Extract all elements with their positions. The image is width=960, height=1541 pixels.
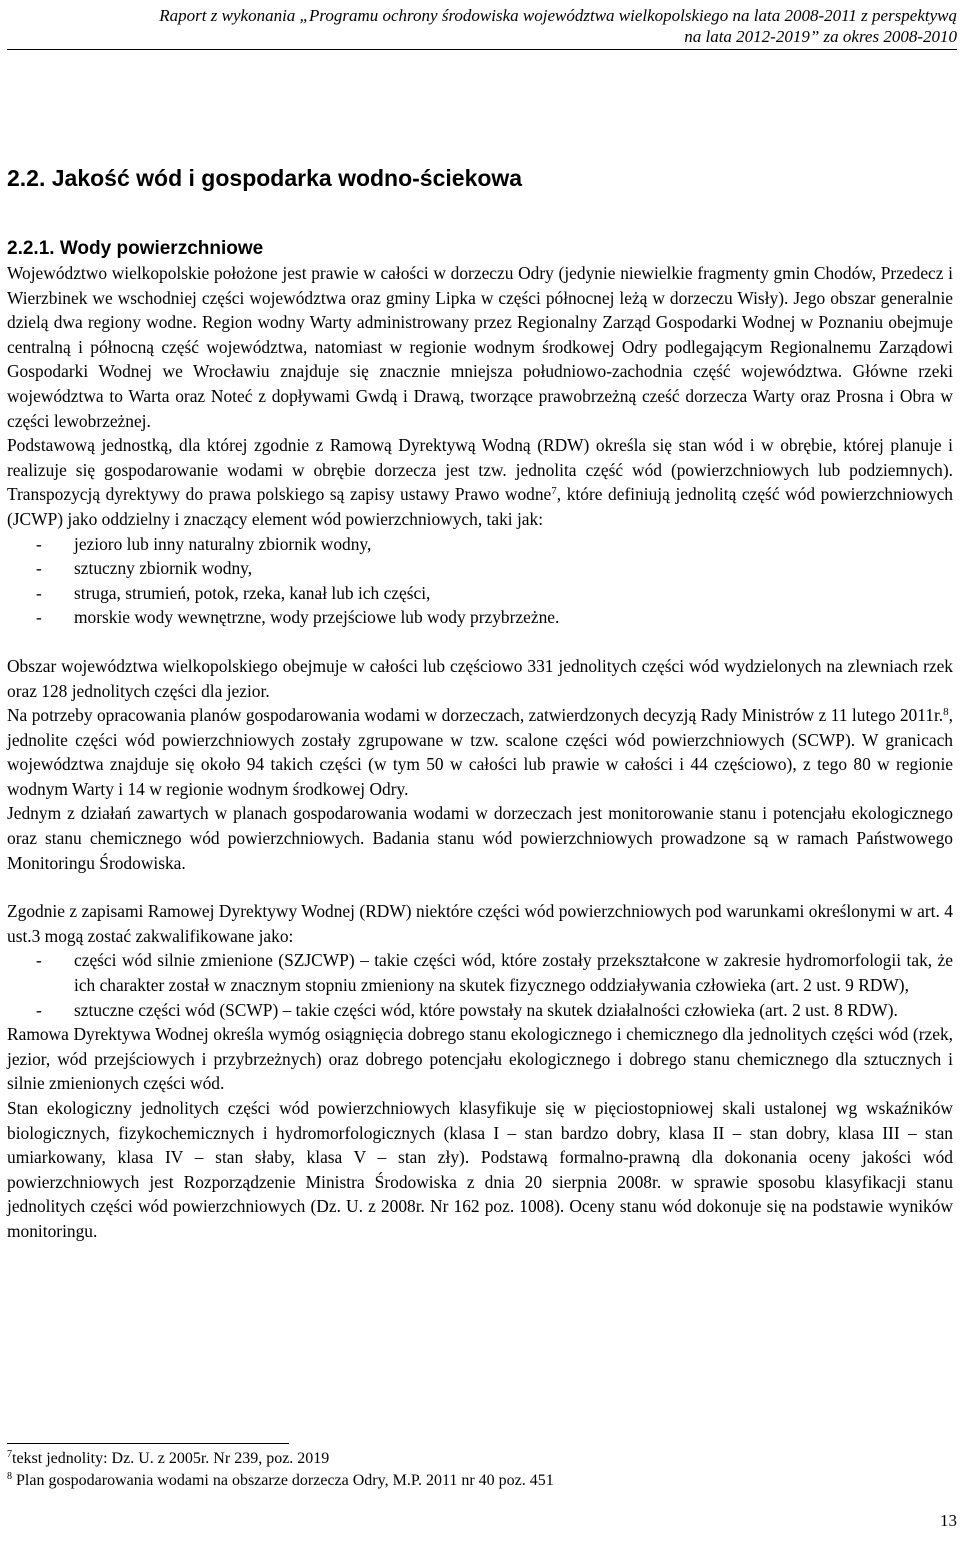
- footnote-ref-8[interactable]: 8: [943, 706, 949, 719]
- footnote-8: $^8$ Plan gospodarowania wodami na obszarze dorzecza Odry, M.P. 2011 nr 40 poz. 451: [7, 1471, 554, 1489]
- body-text: [7, 261, 953, 1244]
- page-number: 13: [940, 1511, 957, 1530]
- paragraph-4: Na potrzeby opracowania planów gospodarowania wodami w dorzeczach, zatwierdzonych decyzją Rady Ministrów z 11 lutego 2011r.$^8$, jednolite części wód powierzchniowych zostały zgrupowane w tzw. scalone części wód powierzchniowych (SCWP). W granicach województwa znajduje się około 94 takich części (w tym 50 w całości lub prawie w całości i 44 częściowo), z tego 80 w regionie wodnym Warty i 14 w regionie wodnym środkowej Odry.: [7, 705, 953, 799]
- paragraph-5: Jednym z działań zawartych w planach gospodarowania wodami w dorzeczach jest monitorowanie stanu i potencjału ekologicznego oraz stanu chemicznego wód powierzchniowych. Badania stanu wód powierzchniowych prowadzone są w ramach Państwowego Monitoringu Środowiska.: [7, 803, 953, 873]
- paragraph-1: Województwo wielkopolskie położone jest prawie w całości w dorzeczu Odry (jedynie niewielkie fragmenty gmin Chodów, Przedecz i Wierzbinek we wschodniej części województwa oraz gminy Lipka w części północnej leżą w dorzeczu Wisły). Jego obszar generalnie dzielą dwa regiony wodne. Region wodny Warty administrowany przez Regionalny Zarząd Gospodarki Wodnej w Poznaniu obejmuje centralną i północną część województwa, natomiast w regionie wodnym środkowej Odry podlegającym Regionalnemu Zarządowi Gospodarki Wodnej we Wrocławiu znajduje się znacznie mniejsza południowo-zachodnia część województwa. Główne rzeki województwa to Warta oraz Noteć z dopływami Gwdą i Drawą, tworzące prawobrzeżną cześć dorzecza Warty oraz Prosna i Obra w części lewobrzeżnej.: [7, 263, 953, 431]
- list-item: - sztuczny zbiornik wodny,: [7, 556, 953, 581]
- footnote-7: $^7$tekst jednolity: Dz. U. z 2005r. Nr 239, poz. 2019: [7, 1449, 330, 1467]
- footnote-rule: [7, 1443, 289, 1444]
- page-header: [7, 5, 957, 47]
- list-item: - struga, strumień, potok, rzeka, kanał lub ich części,: [7, 581, 953, 606]
- footnote-ref-7[interactable]: 7: [551, 485, 557, 498]
- list-item: - jezioro lub inny naturalny zbiornik wodny,: [7, 532, 953, 557]
- paragraph-8: Stan ekologiczny jednolitych części wód powierzchniowych klasyfikuje się w pięciostopniowej skali ustalonej wg wskaźników biologicznych, fizykochemicznych i hydromorfologicznych (klasa I – stan bardzo dobry, klasa II – stan dobry, klasa III – stan umiarkowany, klasa IV – stan słaby, klasa V – stan zły). Podstawą formalno-prawną dla dokonania oceny jakości wód powierzchniowych jest Rozporządzenie Ministra Środowiska z dnia 20 sierpnia 2008r. w sprawie sposobu klasyfikacji stanu jednolitych części wód powierzchniowych (Dz. U. z 2008r. Nr 162 poz. 1008). Oceny stanu wód dokonuje się na podstawie wyników monitoringu.: [7, 1098, 953, 1241]
- list-item: - części wód silnie zmienione (SZJCWP) – takie części wód, które zostały przekształcone w zakresie hydromorfologii tak, że ich charakter został w znacznym stopniu zmieniony na skutek fizycznego oddziaływania człowieka (art. 2 ust. 9 RDW),: [7, 948, 953, 997]
- spacer: [7, 630, 953, 654]
- footnotes: [7, 1448, 554, 1492]
- header-rule: [7, 49, 957, 50]
- paragraph-3: Obszar województwa wielkopolskiego obejmuje w całości lub częściowo 331 jednolitych części wód wydzielonych na zlewniach rzek oraz 128 jednolitych części dla jezior.: [7, 655, 953, 701]
- list-item: - sztuczne części wód (SCWP) – takie części wód, które powstały na skutek działalności człowieka (art. 2 ust. 8 RDW).: [7, 998, 953, 1023]
- section-heading: 2.2. Jakość wód i gospodarka wodno-ściekowa: [7, 165, 523, 191]
- paragraph-7: Ramowa Dyrektywa Wodnej określa wymóg osiągnięcia dobrego stanu ekologicznego i chemicznego dla jednolitych części wód (rzek, jezior, wód przejściowych i przybrzeżnych) oraz dobrego potencjału ekologicznego i dobrego stanu chemicznego dla sztucznych i silnie zmienionych części wód.: [7, 1024, 953, 1094]
- paragraph-2: Podstawową jednostką, dla której zgodnie z Ramową Dyrektywą Wodną (RDW) określa się stan wód i w obrębie, której planuje i realizuje się gospodarowanie wodami w obrębie dorzecza jest tzw. jednolita część wód (powierzchniowych lub podziemnych). Transpozycją dyrektywy do prawa polskiego są zapisy ustawy Prawo wodne$^7$, które definiują jednolitą część wód powierzchniowych (JCWP) jako oddzielny i znaczący element wód powierzchniowych, taki jak:: [7, 435, 954, 529]
- qualification-list: [7, 948, 953, 1022]
- header-line-2: na lata 2012-2019” za okres 2008-2010: [684, 27, 957, 46]
- spacer: [7, 875, 953, 899]
- subsection-heading: 2.2.1. Wody powierzchniowe: [7, 238, 264, 259]
- water-body-types-list: [7, 532, 953, 630]
- list-item: - morskie wody wewnętrzne, wody przejściowe lub wody przybrzeżne.: [7, 605, 953, 630]
- paragraph-6: Zgodnie z zapisami Ramowej Dyrektywy Wodnej (RDW) niektóre części wód powierzchniowych pod warunkami określonymi w art. 4 ust.3 mogą zostać zakwalifikowane jako:: [7, 901, 953, 946]
- header-line-1: Raport z wykonania „Programu ochrony środowiska województwa wielkopolskiego na lata 2008-2011 z perspektywą: [159, 6, 957, 25]
